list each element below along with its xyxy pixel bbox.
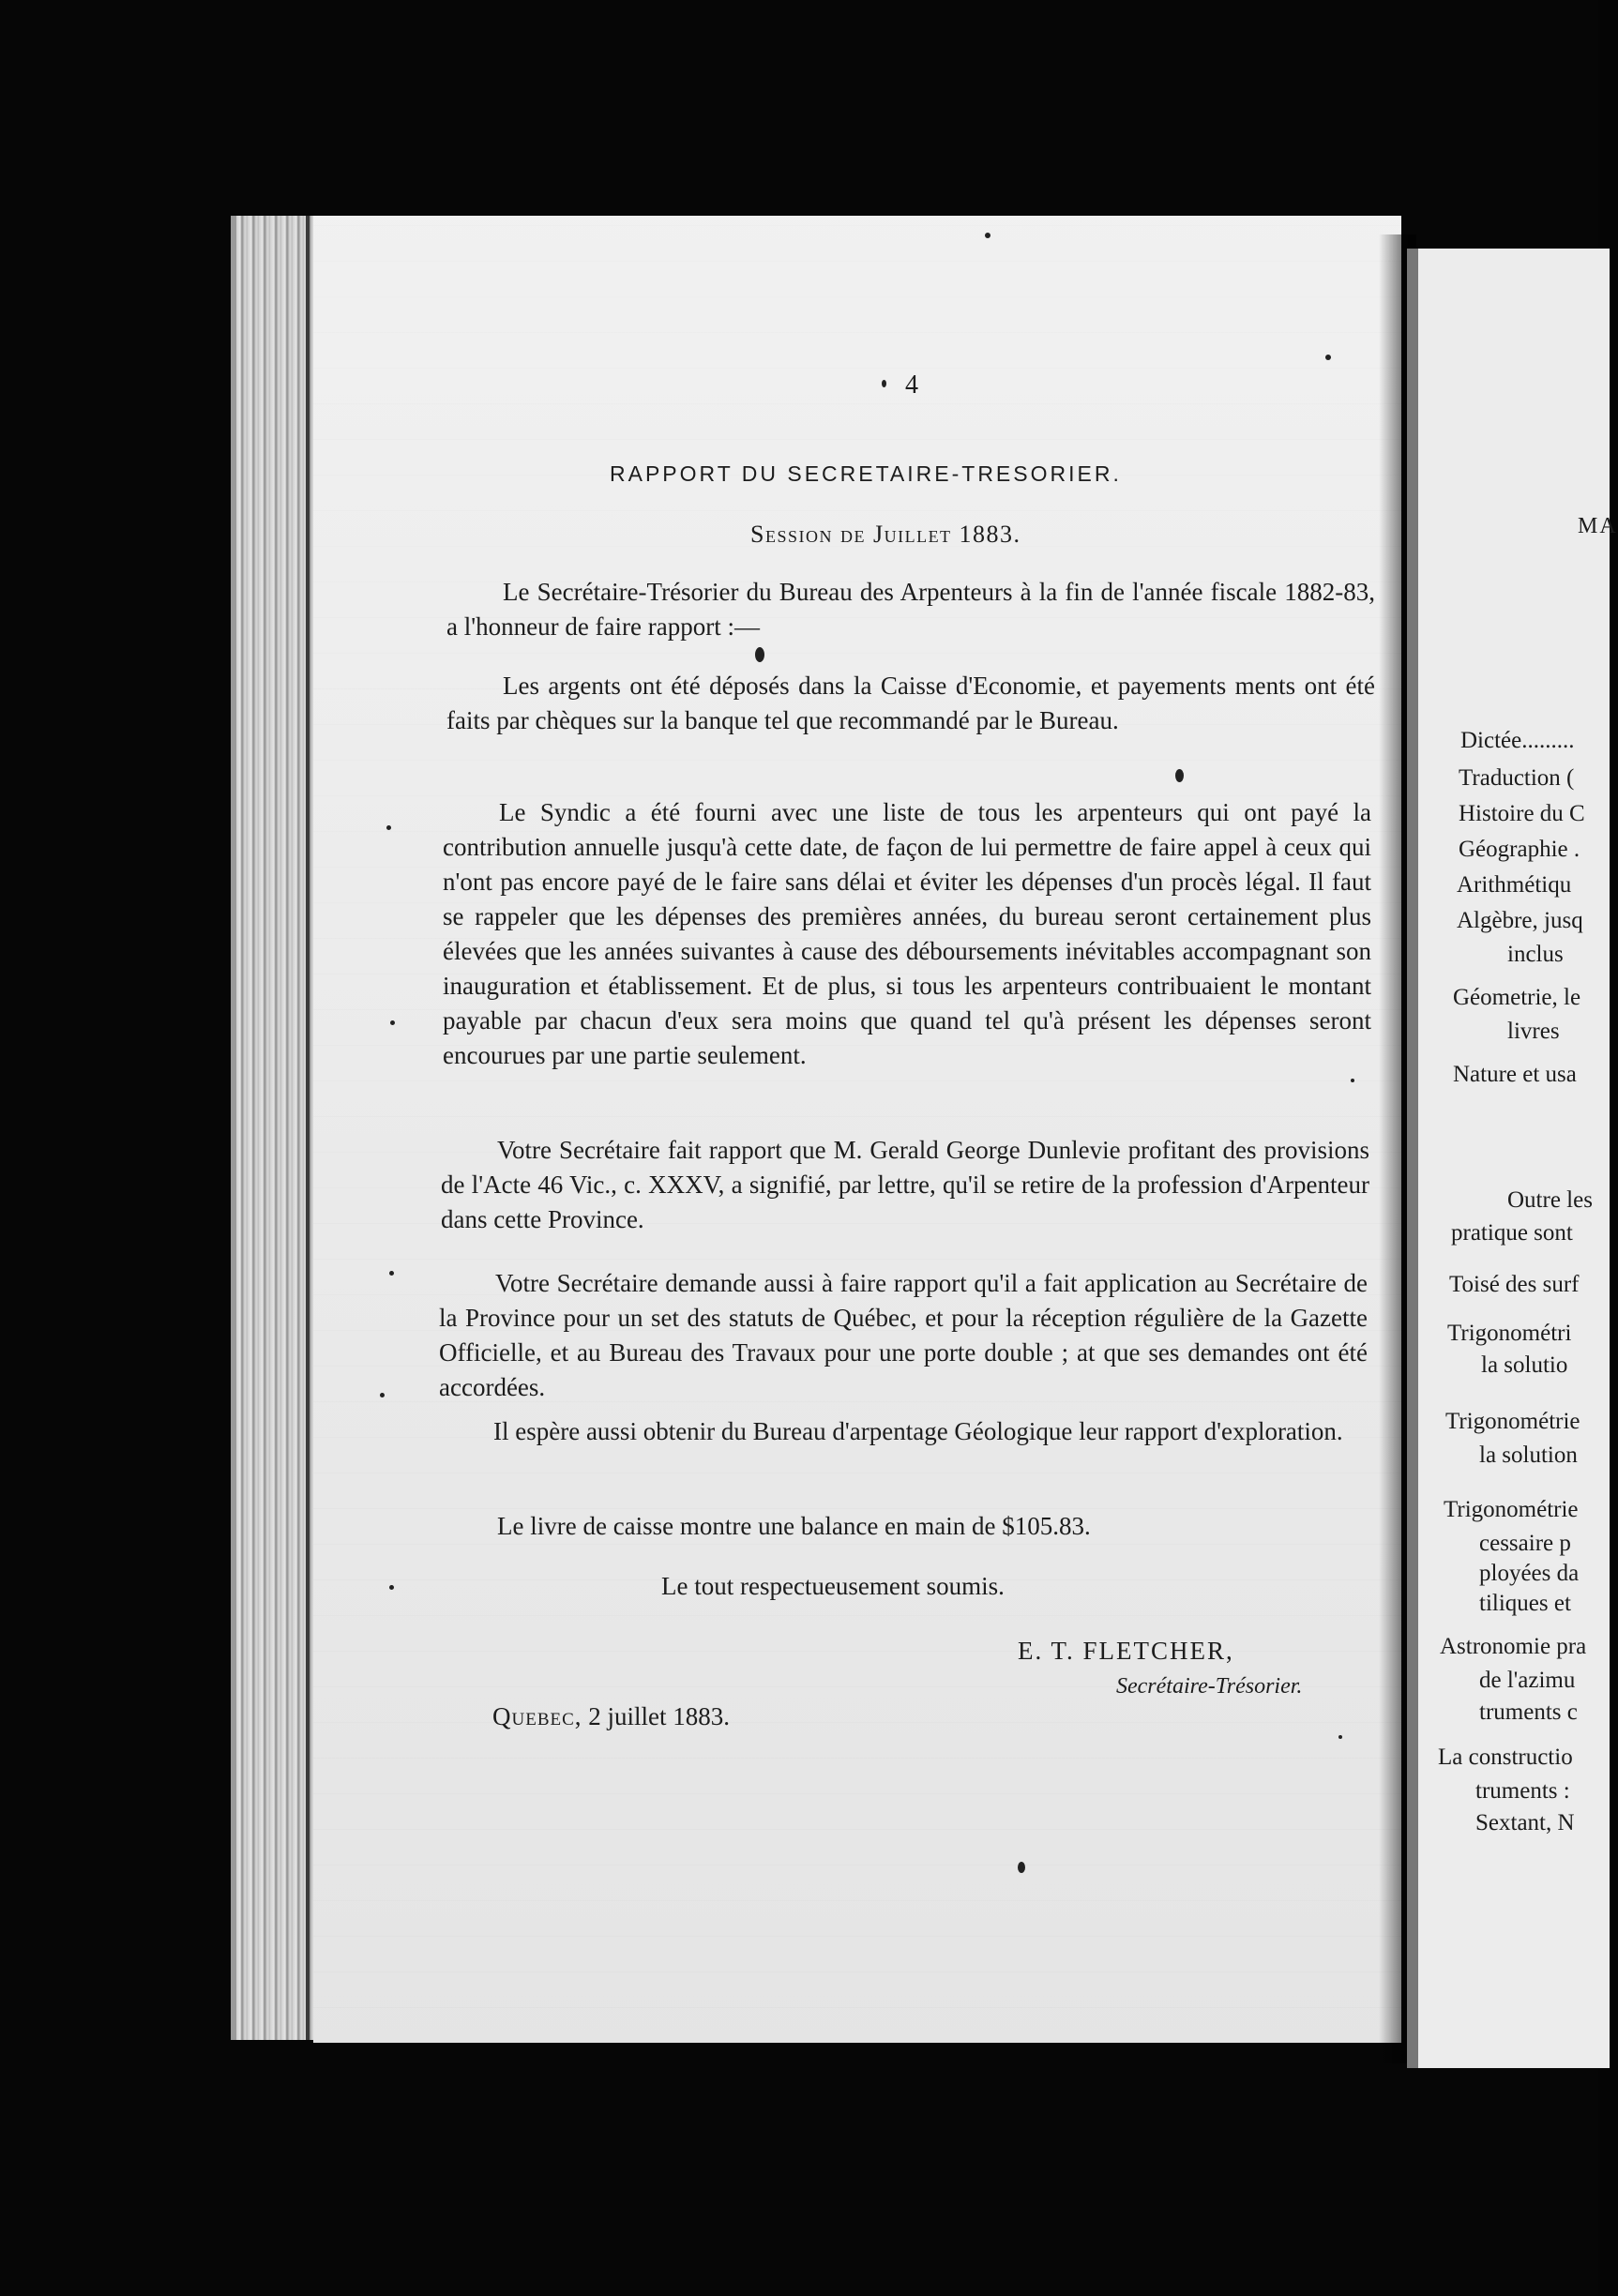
right-item: Sextant, N <box>1475 1810 1575 1835</box>
right-item: tiliques et <box>1479 1591 1571 1616</box>
scan-speck <box>389 1585 394 1590</box>
scan-speck <box>389 1271 394 1276</box>
scan-speck <box>390 1020 395 1025</box>
right-item: Nature et usa <box>1453 1062 1577 1087</box>
binding-line <box>306 216 310 2040</box>
scan-speck <box>386 825 391 830</box>
place: Quebec, <box>492 1702 582 1730</box>
paragraph-syndic: Le Syndic a été fourni avec une liste de tous les arpenteurs qui ont payé la contribution annuelle jusqu'à cette date, de façon de lui permettre de faire appel à ceux qui n'ont pas encore payé de le faire sans délai et éviter les dépenses d'un procès légal. Il faut se rappeler que les dépenses des premières années, du bureau seront certainement plus élevées que les années suivantes à cause des déboursements inévitables accompagnant son inauguration et établissement. Et de plus, si tous les arpenteurs contribuaient le montant payable par chacun d'eux sera moins que quand tel qu'à présent les dépenses seront encourues par une partie seulement. <box>443 798 1371 1069</box>
right-item: la solutio <box>1481 1352 1568 1378</box>
right-item: la solution <box>1479 1443 1578 1468</box>
page-number: 4 <box>905 370 918 400</box>
paragraph-exploration: Il espère aussi obtenir du Bureau d'arpentage Géologique leur rapport d'exploration. <box>493 1417 1343 1445</box>
right-item: cessaire p <box>1479 1531 1571 1556</box>
right-item: livres <box>1507 1019 1560 1044</box>
report-title: RAPPORT DU SECRETAIRE-TRESORIER. <box>610 461 1122 486</box>
right-item: truments : <box>1475 1778 1570 1804</box>
right-page-heading: MA <box>1578 514 1618 538</box>
scan-speck <box>755 647 764 662</box>
right-item: Traduction ( <box>1459 765 1575 791</box>
right-item: La constructio <box>1438 1745 1573 1770</box>
place-date <box>492 1702 730 1731</box>
right-item: Géometrie, le <box>1453 985 1581 1010</box>
right-item: inclus <box>1507 942 1564 967</box>
signer-title: Secrétaire-Trésorier. <box>1116 1674 1303 1699</box>
right-item: ployées da <box>1479 1561 1580 1586</box>
left-page <box>313 216 1401 2043</box>
right-item: truments c <box>1479 1699 1578 1725</box>
closing-line: Le tout respectueusement soumis. <box>661 1572 1005 1600</box>
paragraph-deposits: Les argents ont été déposés dans la Caisse d'Economie, et payements ments ont été faits par chèques sur la banque tel que recommandé par le Bureau. <box>446 672 1375 734</box>
right-item: Outre les <box>1507 1187 1593 1213</box>
scan-speck <box>1325 355 1331 360</box>
right-item: Algèbre, jusq <box>1457 908 1583 933</box>
scan-speck <box>985 233 990 238</box>
right-item: Dictée......... <box>1460 728 1575 753</box>
right-item: Trigonométrie <box>1445 1409 1580 1434</box>
scan-speck <box>380 1393 385 1397</box>
scan-speck <box>1351 1079 1354 1082</box>
right-item: de l'azimu <box>1479 1668 1576 1693</box>
scan-speck <box>1018 1862 1025 1873</box>
right-item: Géographie . <box>1459 837 1580 862</box>
right-item: Histoire du C <box>1459 801 1585 826</box>
right-item: Toisé des surf <box>1449 1272 1580 1297</box>
date: 2 juillet 1883. <box>588 1702 731 1730</box>
scan-speck <box>1338 1735 1342 1739</box>
scan-speck <box>1175 769 1184 782</box>
right-item: Astronomie pra <box>1440 1634 1587 1659</box>
right-item: pratique sont <box>1451 1220 1573 1246</box>
cash-balance-line: Le livre de caisse montre une balance en main de $105.83. <box>497 1512 1091 1540</box>
right-facing-page <box>1407 249 1618 2068</box>
right-item: Arithmétiqu <box>1457 872 1572 898</box>
paragraph-intro: Le Secrétaire-Trésorier du Bureau des Arpenteurs à la fin de l'année fiscale 1882-83, a l'honneur de faire rapport :— <box>446 578 1375 641</box>
right-item: Trigonométrie <box>1444 1497 1579 1522</box>
right-item: Trigonométri <box>1447 1321 1572 1346</box>
paragraph-dunlevie: Votre Secrétaire fait rapport que M. Gerald George Dunlevie profitant des provisions de l'Acte 46 Vic., c. XXXV, a signifié, par lettre, qu'il se retire de la profession d'Arpenteur dans cette Province. <box>441 1136 1369 1233</box>
scan-speck <box>882 380 886 387</box>
signer-name: E. T. FLETCHER, <box>1018 1637 1234 1665</box>
paragraph-statutes: Votre Secrétaire demande aussi à faire rapport qu'il a fait application au Secrétaire de la Province pour un set des statuts de Québec, et pour la réception régulière de la Gazette Officielle, et au Bureau des Travaux pour une porte double ; at que ses demandes ont été accordées. <box>439 1269 1368 1401</box>
session-heading: Session de Juillet 1883. <box>750 521 1021 548</box>
